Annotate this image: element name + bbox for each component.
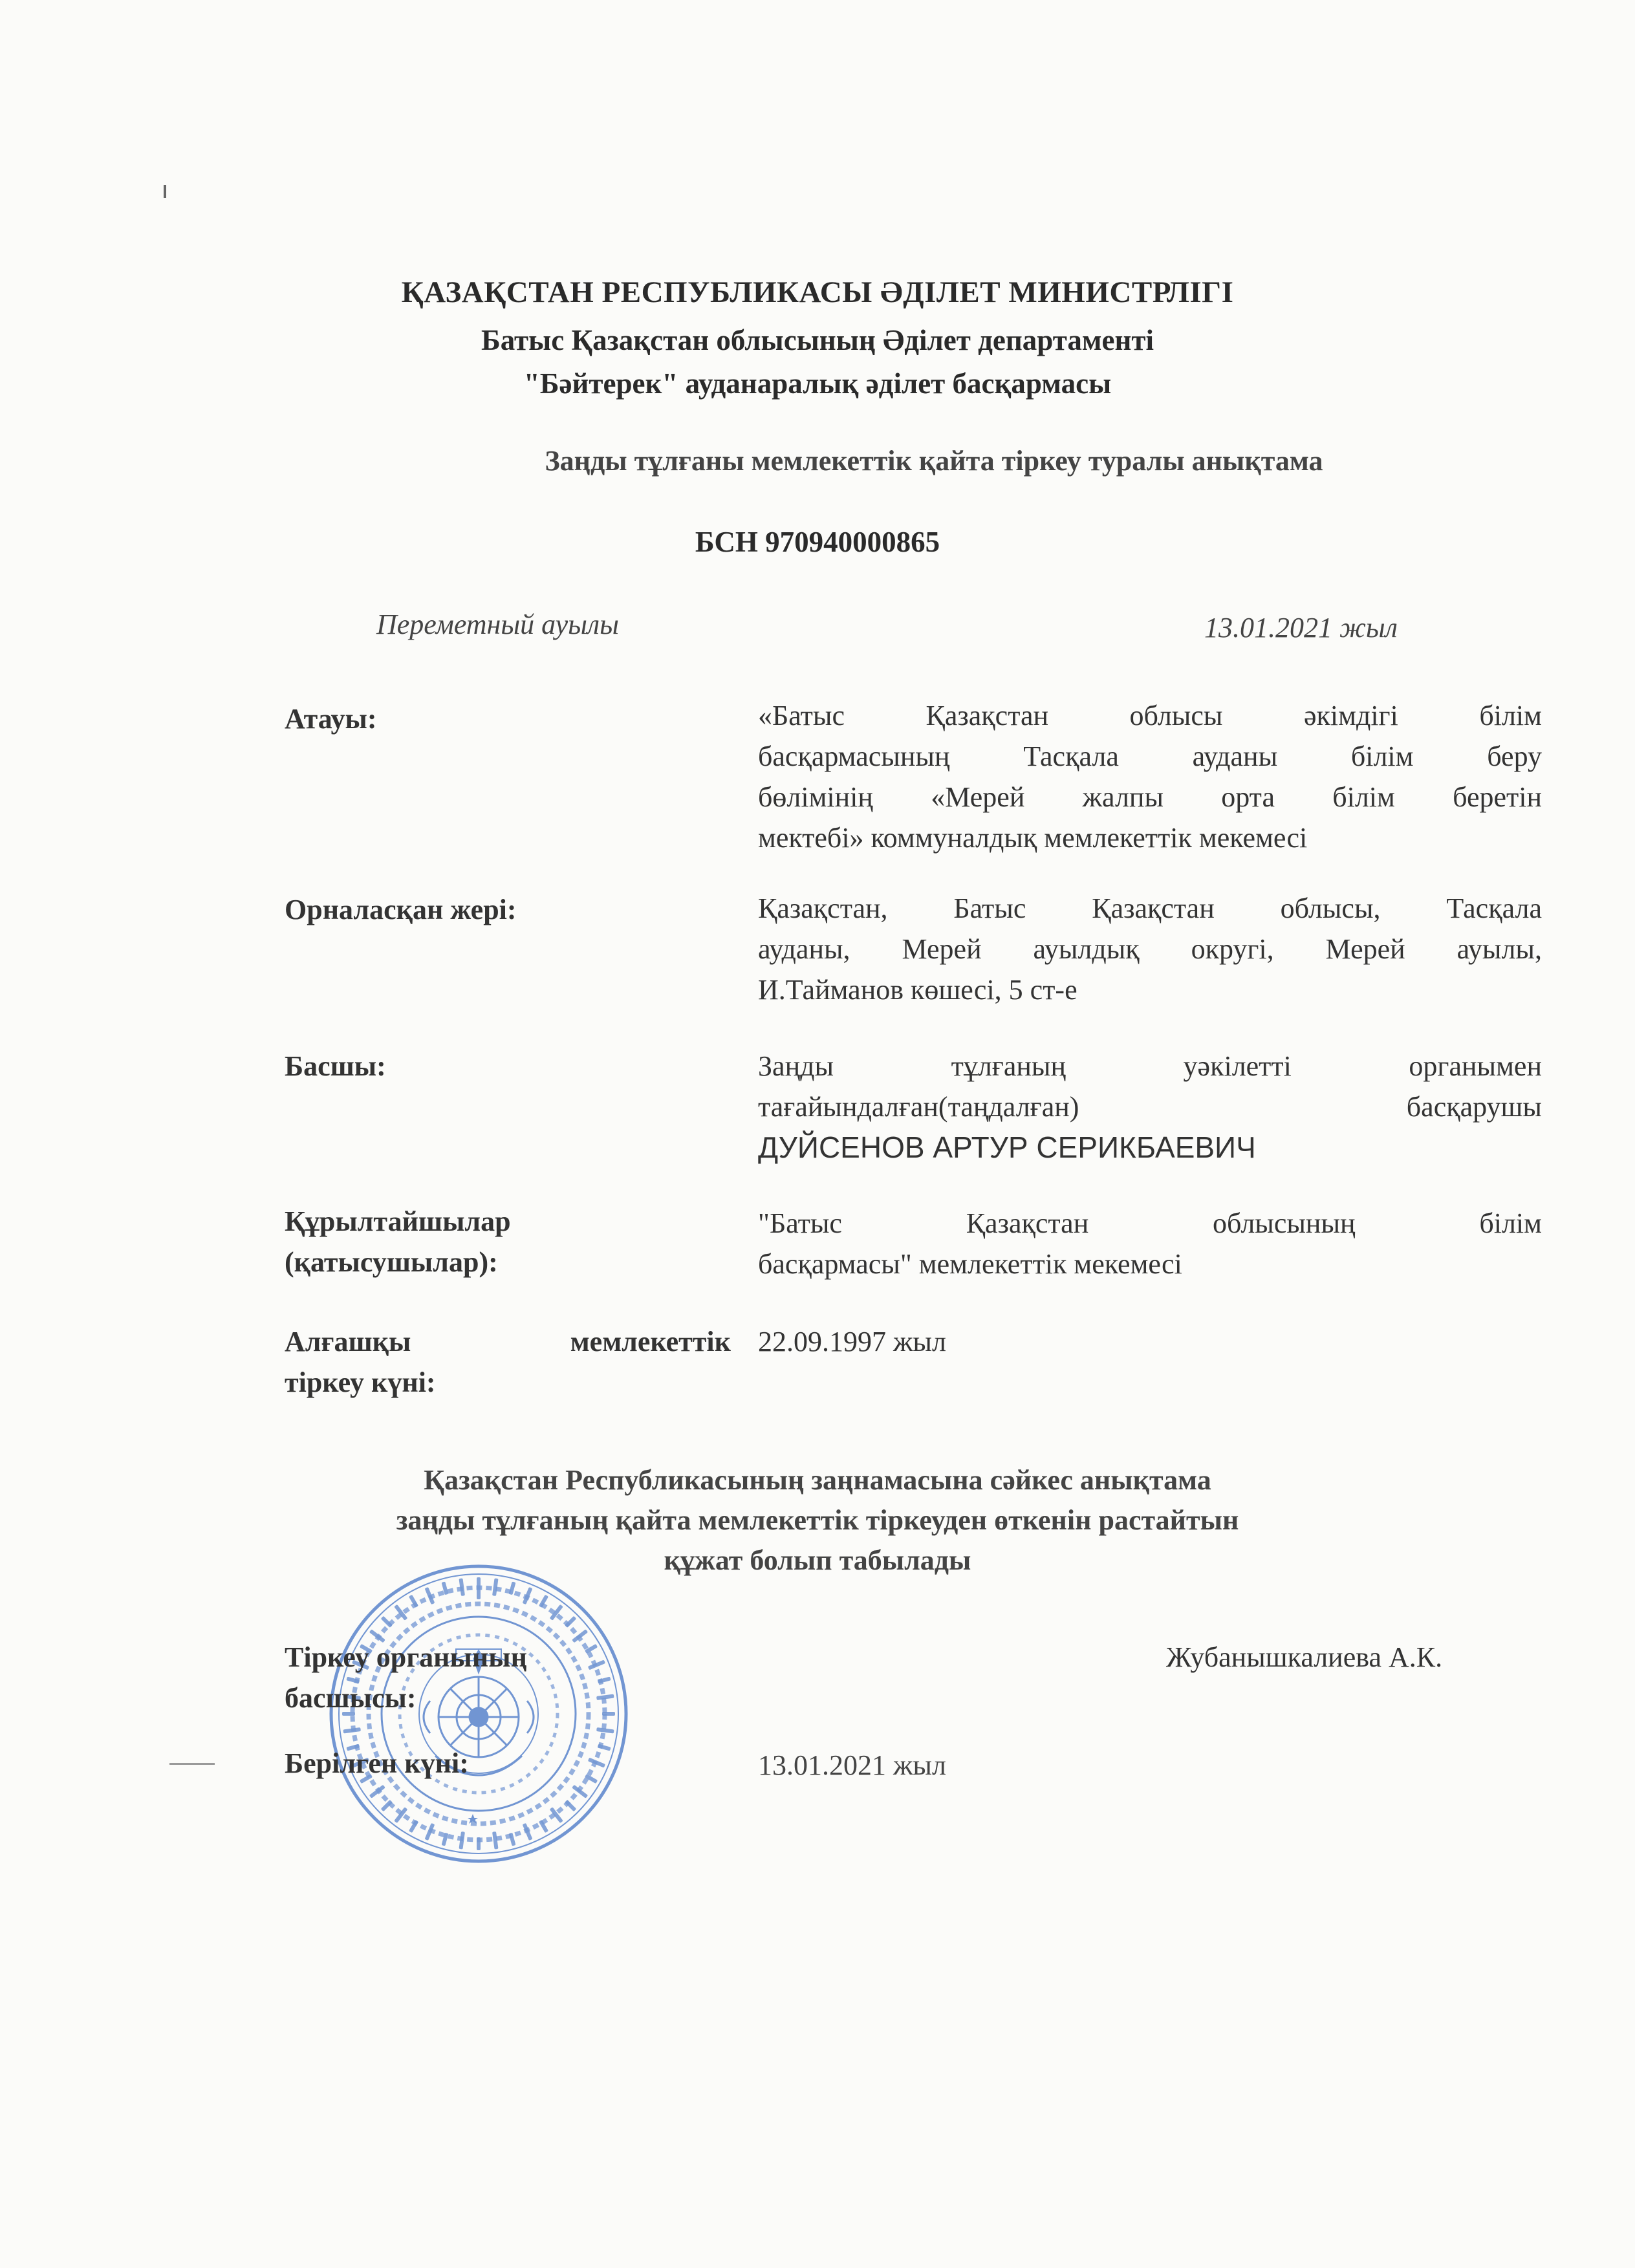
issued-date-label: Берілген күні: [285,1747,469,1779]
field-name-label: Атауы: [285,703,377,735]
field-name-line: «Батыс Қазақстан облысы әкімдігі білім [758,700,1542,731]
field-head-line: Заңды тұлғаның уәкілетті органымен [758,1050,1542,1082]
field-name-value [758,695,1542,858]
signatory-label-line: басшысы: [285,1682,417,1714]
field-founders-line: басқармасы" мемлекеттік мекемесі [758,1248,1182,1280]
field-location-line: И.Тайманов көшесі, 5 ст-е [758,974,1077,1006]
department-heading: Батыс Қазақстан облысының Әділет департаменті [481,324,1154,356]
field-first-registration-value: 22.09.1997 жыл [758,1326,946,1357]
field-first-registration-label-line: тіркеу күні: [285,1366,436,1398]
signatory-name: Жубанышкалиева А.К. [1166,1641,1443,1673]
issue-date: 13.01.2021 жыл [1204,612,1398,643]
field-head-name: ДУЙСЕНОВ АРТУР СЕРИКБАЕВИЧ [758,1130,1256,1164]
document-title: Заңды тұлғаны мемлекеттік қайта тіркеу туралы анықтама [545,445,1323,477]
office-heading: "Бәйтерек" ауданаралық әділет басқармасы [523,367,1112,400]
field-founders-label-line: (қатысушылар): [285,1246,498,1278]
field-name-line: мектебі» коммуналдық мемлекеттік мекемесі [758,822,1308,854]
legal-statement-line: заңды тұлғаның қайта мемлекеттік тіркеуден өткенін растайтын [396,1504,1239,1536]
field-first-registration-label [285,1321,731,1403]
field-head-value [758,1046,1542,1168]
issued-date-value: 13.01.2021 жыл [758,1749,946,1781]
scan-speck [169,1763,215,1765]
field-founders-value [758,1203,1542,1284]
legal-statement-line: құжат болып табылады [664,1544,971,1576]
field-name-line: бөлімінің «Мерей жалпы орта білім беретін [758,781,1542,813]
field-location-line: ауданы, Мерей ауылдық округі, Мерей ауылы, [758,933,1542,965]
legal-statement-line: Қазақстан Республикасының заңнамасына сәйкес анықтама [424,1464,1211,1496]
ministry-heading: ҚАЗАҚСТАН РЕСПУБЛИКАСЫ ӘДІЛЕТ МИНИСТРЛІГІ [401,275,1234,309]
signatory-label [285,1637,527,1718]
field-location-label: Орналасқан жері: [285,894,517,925]
field-head-line: тағайындалған(таңдалған) басқарушы [758,1091,1542,1123]
field-first-registration-label-line: Алғашқы мемлекеттік [285,1326,731,1357]
bin-number: БСН 970940000865 [695,526,940,558]
scan-speck [164,185,166,198]
field-location-value [758,888,1542,1010]
field-founders-label-line: Құрылтайшылар [285,1205,511,1237]
field-head-label: Басшы: [285,1050,386,1082]
signatory-label-line: Тіркеу органының [285,1641,527,1673]
field-location-line: Қазақстан, Батыс Қазақстан облысы, Тасқала [758,892,1542,924]
place-of-issue: Переметный ауылы [376,609,619,640]
field-name-line: басқармасының Тасқала ауданы білім беру [758,740,1542,772]
field-founders-label [285,1201,511,1282]
field-founders-line: "Батыс Қазақстан облысының білім [758,1207,1542,1239]
legal-statement [0,1460,1635,1581]
